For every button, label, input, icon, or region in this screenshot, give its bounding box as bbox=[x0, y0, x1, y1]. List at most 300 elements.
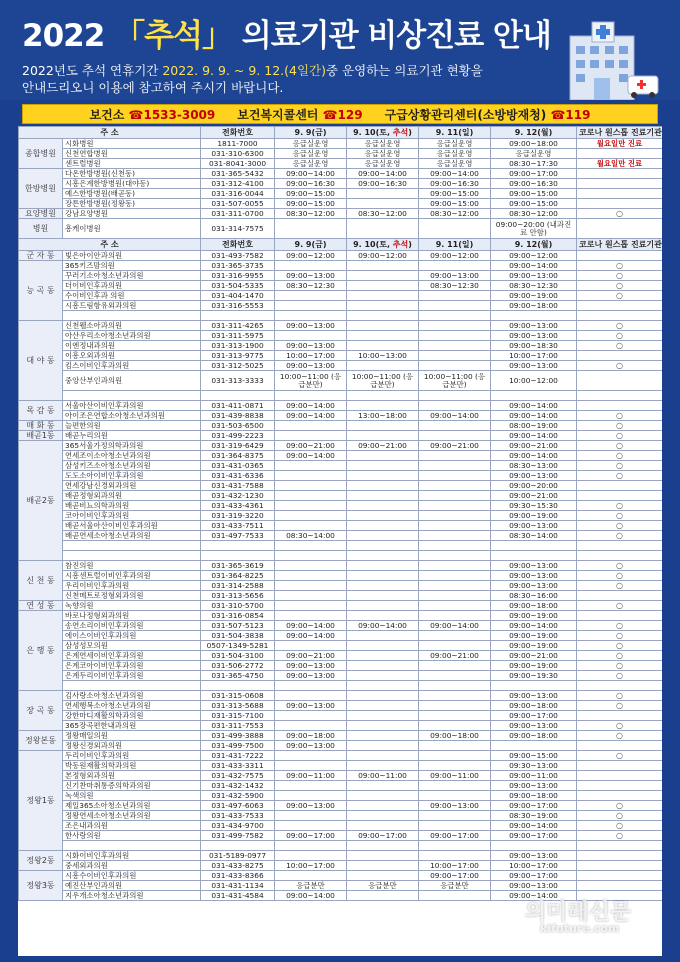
hours-sep-12 bbox=[491, 391, 577, 401]
covid-onestop bbox=[577, 169, 663, 179]
hours-sep-9 bbox=[275, 841, 347, 851]
hours-sep-11 bbox=[419, 761, 491, 771]
hours-sep-12: 09:00~18:00 bbox=[491, 791, 577, 801]
contact-health-center: 보건소 ☎1533-3009 bbox=[89, 107, 216, 122]
hours-sep-12: 09:00~13:00 bbox=[491, 721, 577, 731]
facility-name: 배곧누리의원 bbox=[63, 431, 201, 441]
table-row bbox=[19, 771, 663, 781]
phone-number: 031-365-4750 bbox=[201, 671, 275, 681]
hours-sep-12: 09:00~17:00 bbox=[491, 801, 577, 811]
table-row bbox=[19, 581, 663, 591]
hours-sep-10 bbox=[347, 711, 419, 721]
hours-sep-10 bbox=[347, 761, 419, 771]
hours-sep-12: 09:00~14:00 bbox=[491, 431, 577, 441]
facility-name: 시흥드림항유외과의원 bbox=[63, 301, 201, 311]
facility-name: 삼성성모의원 bbox=[63, 641, 201, 651]
clinic-section bbox=[19, 251, 663, 901]
phone-number: 031-364-8375 bbox=[201, 451, 275, 461]
facility-name: 박동원재활의학과의원 bbox=[63, 761, 201, 771]
phone-number: 031-433-4361 bbox=[201, 501, 275, 511]
hours-sep-10: 10:00~13:00 bbox=[347, 351, 419, 361]
hours-sep-11 bbox=[419, 791, 491, 801]
hours-sep-12: 09:00~15:00 bbox=[491, 199, 577, 209]
intro-period: 2022. 9. 9. ~ 9. 12.(4일간) bbox=[162, 63, 326, 78]
phone-number: 031-507-5123 bbox=[201, 621, 275, 631]
hours-sep-9 bbox=[275, 721, 347, 731]
covid-onestop bbox=[577, 741, 663, 751]
facility-name: 시흥수이비인후과의원 bbox=[63, 871, 201, 881]
table-row bbox=[19, 401, 663, 411]
hours-sep-11 bbox=[419, 341, 491, 351]
hours-sep-11 bbox=[419, 501, 491, 511]
table-row bbox=[19, 871, 663, 881]
hours-sep-12: 10:00~17:00 bbox=[491, 351, 577, 361]
hours-sep-12: 10:00~12:00 bbox=[491, 371, 577, 391]
hours-sep-11 bbox=[419, 491, 491, 501]
facility-name: 정왕매일의원 bbox=[63, 731, 201, 741]
hours-sep-10 bbox=[347, 491, 419, 501]
hours-sep-12: 09:00~14:00 bbox=[491, 821, 577, 831]
facility-name: 강남요양병원 bbox=[63, 209, 201, 219]
facility-name: 배곧정형외과의원 bbox=[63, 491, 201, 501]
covid-onestop bbox=[577, 219, 663, 239]
hours-sep-11 bbox=[419, 391, 491, 401]
phone-number: 031-319-6429 bbox=[201, 441, 275, 451]
table-row bbox=[19, 851, 663, 861]
hours-sep-12: 09:00~18:00 bbox=[491, 139, 577, 149]
table-row bbox=[19, 561, 663, 571]
covid-onestop: ○ bbox=[577, 521, 663, 531]
facility-name: 킴스이비인후과의원 bbox=[63, 361, 201, 371]
covid-onestop: ○ bbox=[577, 531, 663, 541]
phone-number: 031-310-5700 bbox=[201, 601, 275, 611]
facility-name: 연세조이소아청소년과의원 bbox=[63, 451, 201, 461]
hours-sep-12: 09:00~13:00 bbox=[491, 361, 577, 371]
hours-sep-11 bbox=[419, 811, 491, 821]
hours-sep-11 bbox=[419, 511, 491, 521]
hours-sep-10 bbox=[347, 511, 419, 521]
table-row bbox=[19, 491, 663, 501]
phone-number: 031-314-7575 bbox=[201, 219, 275, 239]
hours-sep-12: 08:30~14:00 bbox=[491, 531, 577, 541]
hours-sep-12: 09:00~15:00 bbox=[491, 189, 577, 199]
hours-sep-10 bbox=[347, 321, 419, 331]
facility-name: 참진의원 bbox=[63, 561, 201, 571]
hours-sep-10 bbox=[347, 721, 419, 731]
covid-onestop: ○ bbox=[577, 209, 663, 219]
hours-sep-12: 09:00~13:00 bbox=[491, 571, 577, 581]
hours-sep-9 bbox=[275, 571, 347, 581]
hours-sep-9: 09:00~17:00 bbox=[275, 831, 347, 841]
hours-sep-9 bbox=[275, 219, 347, 239]
covid-onestop bbox=[577, 391, 663, 401]
hours-sep-12: 09:00~19:00 bbox=[491, 661, 577, 671]
hours-sep-10: 응급분만 bbox=[347, 881, 419, 891]
covid-onestop: ○ bbox=[577, 691, 663, 701]
hospital-building-icon bbox=[552, 14, 662, 100]
hours-sep-9: 09:00~16:30 bbox=[275, 179, 347, 189]
hours-sep-12: 08:30~13:00 bbox=[491, 461, 577, 471]
hours-sep-12: 09:00~14:00 bbox=[491, 451, 577, 461]
hours-sep-12: 09:00~20:00 bbox=[491, 481, 577, 491]
phone-number: 031-313-3333 bbox=[201, 371, 275, 391]
phone-number bbox=[201, 841, 275, 851]
covid-onestop bbox=[577, 771, 663, 781]
covid-onestop bbox=[577, 189, 663, 199]
hours-sep-9: 10:00~11:00 (응급분만) bbox=[275, 371, 347, 391]
table-row bbox=[19, 391, 663, 401]
phone-number: 031-493-7582 bbox=[201, 251, 275, 261]
hours-sep-10: 응급실운영 bbox=[347, 149, 419, 159]
phone-number: 031-312-4100 bbox=[201, 179, 275, 189]
table-row bbox=[19, 281, 663, 291]
hours-sep-11: 09:00~14:00 bbox=[419, 621, 491, 631]
hours-sep-11 bbox=[419, 781, 491, 791]
hours-sep-11: 09:00~18:00 bbox=[419, 731, 491, 741]
facility-name: 배곧비뇨의학과의원 bbox=[63, 501, 201, 511]
hours-sep-9 bbox=[275, 851, 347, 861]
table-row bbox=[19, 801, 663, 811]
hours-sep-9: 09:00~14:00 bbox=[275, 169, 347, 179]
hours-sep-11: 09:00~15:00 bbox=[419, 189, 491, 199]
hours-sep-12: 09:00~14:00 bbox=[491, 621, 577, 631]
covid-onestop bbox=[577, 851, 663, 861]
table-row bbox=[19, 351, 663, 361]
hours-sep-11 bbox=[419, 471, 491, 481]
hours-sep-9 bbox=[275, 611, 347, 621]
covid-onestop: ○ bbox=[577, 811, 663, 821]
district-cell: 한방병원 bbox=[19, 169, 63, 209]
hours-sep-12: 09:00~13:00 bbox=[491, 471, 577, 481]
facility-name: 빛은아이안과의원 bbox=[63, 251, 201, 261]
hours-sep-11: 09:00~14:00 bbox=[419, 411, 491, 421]
hours-sep-11 bbox=[419, 291, 491, 301]
hours-sep-11: 09:00~15:00 bbox=[419, 199, 491, 209]
covid-onestop: ○ bbox=[577, 671, 663, 681]
phone-number: 031-365-3619 bbox=[201, 561, 275, 571]
hours-sep-11 bbox=[419, 741, 491, 751]
phone-number bbox=[201, 541, 275, 551]
hours-sep-11 bbox=[419, 581, 491, 591]
hours-sep-9 bbox=[275, 481, 347, 491]
facility-name: 배곧연세소아청소년과의원 bbox=[63, 531, 201, 541]
covid-onestop: ○ bbox=[577, 621, 663, 631]
phone-number: 031-499-7582 bbox=[201, 831, 275, 841]
hours-sep-10 bbox=[347, 741, 419, 751]
hours-sep-9 bbox=[275, 471, 347, 481]
phone-number: 031-365-3735 bbox=[201, 261, 275, 271]
hours-sep-11 bbox=[419, 751, 491, 761]
facility-name: 센트럴병원 bbox=[63, 159, 201, 169]
facility-name: 한사랑의원 bbox=[63, 831, 201, 841]
covid-onestop: 월요일만 진료 bbox=[577, 139, 663, 149]
district-cell: 배곧1동 bbox=[19, 431, 63, 441]
hours-sep-12: 09:00~13:00 bbox=[491, 851, 577, 861]
phone-number: 031-316-9955 bbox=[201, 271, 275, 281]
hours-sep-12: 09:00~14:00 bbox=[491, 411, 577, 421]
phone-number: 031-311-5975 bbox=[201, 331, 275, 341]
hours-sep-10 bbox=[347, 891, 419, 901]
hours-sep-12: 08:30~17:30 bbox=[491, 159, 577, 169]
hours-sep-10 bbox=[347, 291, 419, 301]
contact-bar bbox=[22, 104, 658, 124]
hours-sep-9 bbox=[275, 291, 347, 301]
hours-sep-12: 09:00~13:00 bbox=[491, 521, 577, 531]
phone-number: 0507-1349-5281 bbox=[201, 641, 275, 651]
hours-sep-11 bbox=[419, 521, 491, 531]
table-row bbox=[19, 189, 663, 199]
hours-sep-9: 09:00~13:00 bbox=[275, 321, 347, 331]
covid-onestop bbox=[577, 711, 663, 721]
facility-name: 우리이비인후과의원 bbox=[63, 581, 201, 591]
hours-sep-10 bbox=[347, 501, 419, 511]
hours-sep-9 bbox=[275, 681, 347, 691]
hours-sep-12: 08:30~12:30 bbox=[491, 281, 577, 291]
hours-sep-12: 09:00~16:30 bbox=[491, 179, 577, 189]
covid-onestop bbox=[577, 681, 663, 691]
phone-number: 031-506-2772 bbox=[201, 661, 275, 671]
table-row bbox=[19, 641, 663, 651]
covid-onestop bbox=[577, 861, 663, 871]
hours-sep-9: 09:00~15:00 bbox=[275, 189, 347, 199]
hours-sep-10 bbox=[347, 281, 419, 291]
phone-number: 031-313-9775 bbox=[201, 351, 275, 361]
covid-onestop: ○ bbox=[577, 751, 663, 761]
table-row bbox=[19, 821, 663, 831]
hours-sep-10: 09:00~11:00 bbox=[347, 771, 419, 781]
hours-sep-9 bbox=[275, 691, 347, 701]
table-row bbox=[19, 611, 663, 621]
facility-name: 흥케이병원 bbox=[63, 219, 201, 239]
hours-sep-12: 09:00~18:00 bbox=[491, 601, 577, 611]
hours-sep-11 bbox=[419, 461, 491, 471]
hours-sep-10 bbox=[347, 271, 419, 281]
watermark-url: kifuture.com bbox=[540, 922, 620, 935]
phone-number: 031-311-4265 bbox=[201, 321, 275, 331]
contact-welfare-call: 보건복지콜센터 ☎129 bbox=[237, 107, 363, 122]
facility-name: 연세행복소아청소년과의원 bbox=[63, 701, 201, 711]
hours-sep-10 bbox=[347, 301, 419, 311]
intro-text: 2022년도 추석 연휴기간 2022. 9. 9. ~ 9. 12.(4일간)중 운영하는 의료기관 현황을 안내드리오니 이용에 참고하여 주시기 바랍니다. bbox=[22, 63, 483, 95]
district-cell: 병원 bbox=[19, 219, 63, 239]
hours-sep-11: 09:00~17:00 bbox=[419, 871, 491, 881]
covid-onestop: ○ bbox=[577, 471, 663, 481]
hours-sep-11 bbox=[419, 821, 491, 831]
hours-sep-12: 09:00~15:00 bbox=[491, 751, 577, 761]
hours-sep-9: 09:00~13:00 bbox=[275, 671, 347, 681]
phone-number bbox=[201, 551, 275, 561]
covid-onestop: ○ bbox=[577, 651, 663, 661]
hours-sep-10 bbox=[347, 651, 419, 661]
hours-sep-12: 10:00~17:00 bbox=[491, 861, 577, 871]
facility-name: 연세강남신경외과의원 bbox=[63, 481, 201, 491]
hours-sep-9: 09:00~13:00 bbox=[275, 661, 347, 671]
facility-name: 이엔정내과의원 bbox=[63, 341, 201, 351]
table-row bbox=[19, 361, 663, 371]
phone-number: 031-315-7100 bbox=[201, 711, 275, 721]
district-cell: 대 야 동 bbox=[19, 321, 63, 401]
table-row bbox=[19, 159, 663, 169]
header-banner bbox=[0, 0, 680, 100]
hours-sep-10 bbox=[347, 531, 419, 541]
covid-onestop: ○ bbox=[577, 341, 663, 351]
district-cell: 배곧2동 bbox=[19, 441, 63, 561]
hours-sep-10: 10:00~11:00 (응급분만) bbox=[347, 371, 419, 391]
covid-onestop bbox=[577, 351, 663, 361]
table-row bbox=[19, 169, 663, 179]
hours-sep-11: 응급분만 bbox=[419, 881, 491, 891]
hours-sep-12: 09:00~21:00 bbox=[491, 651, 577, 661]
facility-name bbox=[63, 681, 201, 691]
hours-sep-12: 08:00~19:00 bbox=[491, 421, 577, 431]
hours-sep-10: 09:00~16:30 bbox=[347, 179, 419, 189]
hours-sep-11: 응급실운영 bbox=[419, 159, 491, 169]
phone-number: 031-431-0365 bbox=[201, 461, 275, 471]
table-row bbox=[19, 331, 663, 341]
hours-sep-10: 09:00~12:00 bbox=[347, 251, 419, 261]
hours-sep-9: 09:00~14:00 bbox=[275, 401, 347, 411]
phone-number: 031-503-6500 bbox=[201, 421, 275, 431]
facility-name: 코아이비인후과의원 bbox=[63, 511, 201, 521]
hours-sep-9 bbox=[275, 751, 347, 761]
table-row bbox=[19, 471, 663, 481]
facility-name: 강한마디재활의학과의원 bbox=[63, 711, 201, 721]
hours-sep-9: 09:00~14:00 bbox=[275, 621, 347, 631]
hours-sep-10: 09:00~21:00 bbox=[347, 441, 419, 451]
hours-sep-10: 13:00~18:00 bbox=[347, 411, 419, 421]
table-row bbox=[19, 219, 663, 239]
covid-onestop bbox=[577, 591, 663, 601]
phone-number: 031-313-5656 bbox=[201, 591, 275, 601]
facility-name: 은계코아이비인후과의원 bbox=[63, 661, 201, 671]
hours-sep-9 bbox=[275, 431, 347, 441]
hours-sep-11 bbox=[419, 671, 491, 681]
hours-sep-9: 09:00~14:00 bbox=[275, 411, 347, 421]
table-row bbox=[19, 441, 663, 451]
hours-sep-11 bbox=[419, 421, 491, 431]
facility-name: 시흥은계한방병원(대야동) bbox=[63, 179, 201, 189]
covid-onestop bbox=[577, 311, 663, 321]
hours-sep-12: 09:00~19:00 bbox=[491, 631, 577, 641]
hours-sep-11: 09:00~21:00 bbox=[419, 441, 491, 451]
hours-sep-9 bbox=[275, 811, 347, 821]
hours-sep-11 bbox=[419, 571, 491, 581]
phone-number: 031-5189-0977 bbox=[201, 851, 275, 861]
contact-emergency-center: 구급상황관리센터(소방방재청) ☎119 bbox=[384, 107, 591, 122]
covid-onestop bbox=[577, 481, 663, 491]
phone-number: 031-439-8838 bbox=[201, 411, 275, 421]
table-row bbox=[19, 721, 663, 731]
table-row bbox=[19, 811, 663, 821]
hours-sep-11 bbox=[419, 401, 491, 411]
title-event: 추석 bbox=[144, 18, 202, 54]
phone-number: 031-316-5553 bbox=[201, 301, 275, 311]
covid-onestop bbox=[577, 301, 663, 311]
hours-sep-12: 08:30~16:00 bbox=[491, 591, 577, 601]
facility-name: 365서울가정의학과의원 bbox=[63, 441, 201, 451]
facility-name: 신천연합병원 bbox=[63, 149, 201, 159]
hours-sep-10 bbox=[347, 791, 419, 801]
covid-onestop: ○ bbox=[577, 331, 663, 341]
table-row bbox=[19, 261, 663, 271]
page-title: 2022 「추석」 의료기관 비상진료 안내 bbox=[22, 18, 551, 54]
table-row bbox=[19, 481, 663, 491]
table-row bbox=[19, 431, 663, 441]
hours-sep-12: 09:00~13:00 bbox=[491, 321, 577, 331]
hours-sep-12 bbox=[491, 841, 577, 851]
hours-sep-9 bbox=[275, 501, 347, 511]
hours-sep-12: 09:00~18:00 bbox=[491, 731, 577, 741]
facility-name: 장튼한방병원(정왕동) bbox=[63, 199, 201, 209]
covid-onestop bbox=[577, 491, 663, 501]
hours-sep-10 bbox=[347, 199, 419, 209]
hours-sep-10 bbox=[347, 431, 419, 441]
covid-onestop bbox=[577, 611, 663, 621]
covid-onestop bbox=[577, 179, 663, 189]
covid-onestop: ○ bbox=[577, 501, 663, 511]
hours-sep-9 bbox=[275, 711, 347, 721]
hours-sep-9 bbox=[275, 581, 347, 591]
hours-sep-10 bbox=[347, 801, 419, 811]
hours-sep-9 bbox=[275, 461, 347, 471]
table-row bbox=[19, 731, 663, 741]
hours-sep-11 bbox=[419, 431, 491, 441]
facility-name: 아산우리소아청소년과의원 bbox=[63, 331, 201, 341]
covid-onestop bbox=[577, 841, 663, 851]
hours-sep-10 bbox=[347, 631, 419, 641]
district-cell: 목 감 동 bbox=[19, 401, 63, 421]
hours-sep-10 bbox=[347, 691, 419, 701]
phone-number: 031-313-1900 bbox=[201, 341, 275, 351]
hours-sep-9: 09:00~21:00 bbox=[275, 651, 347, 661]
hours-sep-11 bbox=[419, 891, 491, 901]
hours-sep-10 bbox=[347, 401, 419, 411]
covid-onestop: ○ bbox=[577, 291, 663, 301]
covid-onestop bbox=[577, 761, 663, 771]
phone-icon: ☎1533-3009 bbox=[128, 107, 216, 122]
hours-sep-10 bbox=[347, 481, 419, 491]
hours-sep-9: 응급분만 bbox=[275, 881, 347, 891]
hours-sep-10: 09:00~14:00 bbox=[347, 169, 419, 179]
table-row bbox=[19, 461, 663, 471]
hours-sep-9 bbox=[275, 871, 347, 881]
covid-onestop: ○ bbox=[577, 661, 663, 671]
covid-onestop: ○ bbox=[577, 731, 663, 741]
hours-sep-10 bbox=[347, 661, 419, 671]
hours-sep-12: 09:00~12:00 bbox=[491, 251, 577, 261]
facility-name: 에이스이비인후과의원 bbox=[63, 631, 201, 641]
phone-number: 031-504-3838 bbox=[201, 631, 275, 641]
table-row bbox=[19, 601, 663, 611]
phone-number: 031-499-3888 bbox=[201, 731, 275, 741]
covid-onestop: ○ bbox=[577, 581, 663, 591]
table-row bbox=[19, 501, 663, 511]
table-row bbox=[19, 781, 663, 791]
hours-sep-10 bbox=[347, 521, 419, 531]
table-row bbox=[19, 831, 663, 841]
table-row bbox=[19, 139, 663, 149]
watermark-logo: 의미래신문 bbox=[525, 900, 632, 925]
district-cell: 정왕3동 bbox=[19, 871, 63, 901]
table-row bbox=[19, 321, 663, 331]
table-row bbox=[19, 199, 663, 209]
hours-sep-11 bbox=[419, 301, 491, 311]
schedule-sheet bbox=[18, 126, 662, 956]
facility-name: 조은내과의원 bbox=[63, 821, 201, 831]
hours-sep-9 bbox=[275, 331, 347, 341]
hours-sep-9: 08:30~14:00 bbox=[275, 531, 347, 541]
hours-sep-10 bbox=[347, 681, 419, 691]
